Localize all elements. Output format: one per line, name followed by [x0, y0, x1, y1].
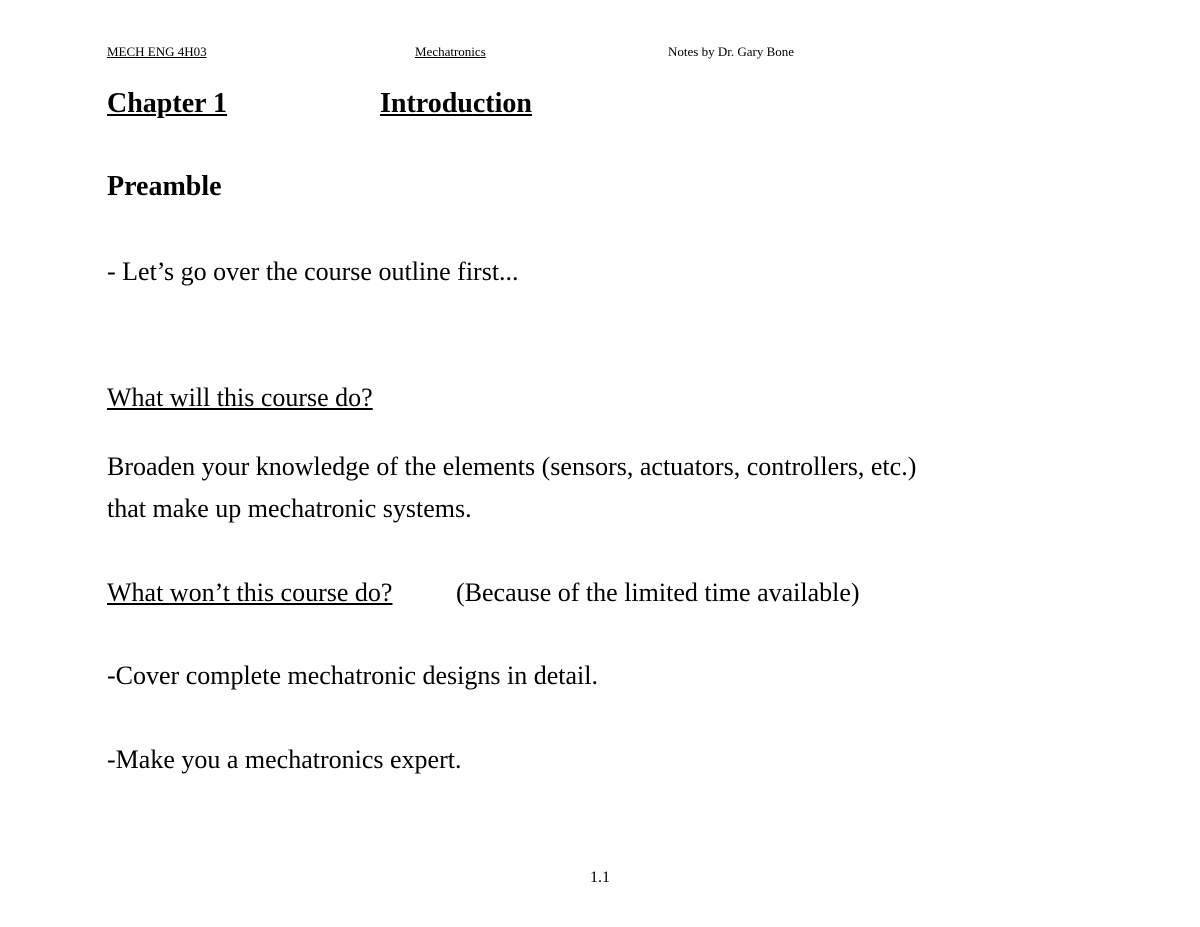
chapter-title: Introduction [380, 88, 532, 119]
preamble-line: - Let’s go over the course outline first... [107, 257, 519, 286]
page-number: 1.1 [590, 869, 610, 886]
header-course: MECH ENG 4H03 [107, 44, 207, 59]
header-author: Notes by Dr. Gary Bone [668, 44, 795, 59]
preamble-heading: Preamble [107, 171, 222, 202]
wont-do-reason: (Because of the limited time available) [456, 578, 860, 607]
wont-do-item-2: -Make you a mechatronics expert. [107, 745, 462, 774]
wont-do-item-1: -Cover complete mechatronic designs in detail. [107, 661, 598, 690]
chapter-number: Chapter 1 [107, 88, 228, 119]
will-do-heading: What will this course do? [107, 383, 373, 412]
wont-do-heading: What won’t this course do? [107, 578, 393, 607]
will-do-line-1: Broaden your knowledge of the elements (sensors, actuators, controllers, etc.) [107, 452, 917, 481]
will-do-line-2: that make up mechatronic systems. [107, 494, 472, 523]
header-subject: Mechatronics [415, 44, 486, 59]
